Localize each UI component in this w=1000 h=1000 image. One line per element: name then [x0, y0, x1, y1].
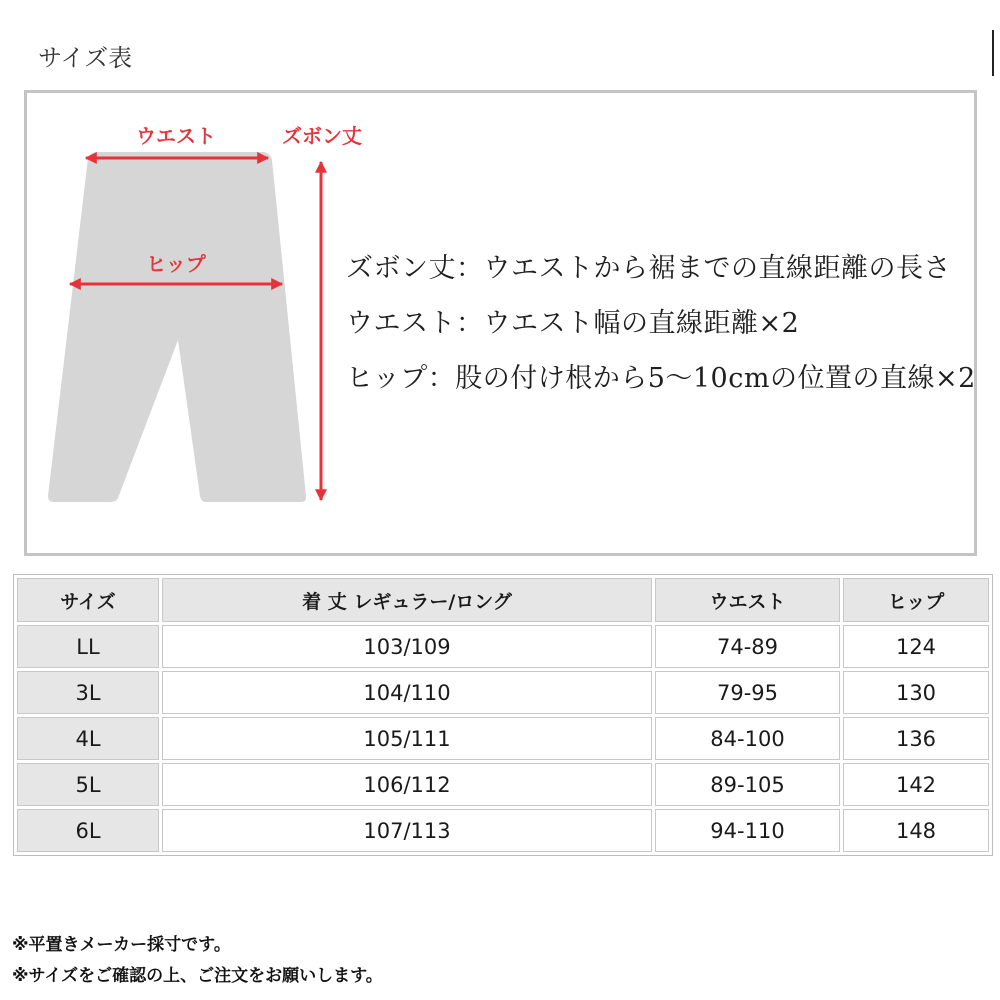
table-row [17, 809, 989, 852]
label-length: ズボン丈 [282, 124, 362, 148]
cell-hip: 136 [843, 717, 989, 760]
cell-length: 103/109 [162, 625, 652, 668]
table-header-row [17, 578, 989, 622]
table-row [17, 671, 989, 714]
header-size: サイズ [17, 578, 159, 622]
cell-hip: 142 [843, 763, 989, 806]
cell-length: 104/110 [162, 671, 652, 714]
table-row [17, 763, 989, 806]
pants-silhouette [48, 152, 306, 502]
header-hip: ヒップ [843, 578, 989, 622]
cell-hip: 124 [843, 625, 989, 668]
cell-size: LL [17, 625, 159, 668]
cell-size: 6L [17, 809, 159, 852]
cell-length: 107/113 [162, 809, 652, 852]
cell-hip: 130 [843, 671, 989, 714]
note-confirm: ※サイズをご確認の上、ご注文をお願いします。 [12, 966, 383, 986]
cell-waist: 84-100 [655, 717, 840, 760]
cell-length: 106/112 [162, 763, 652, 806]
cell-length: 105/111 [162, 717, 652, 760]
table-row [17, 717, 989, 760]
header-waist: ウエスト [655, 578, 840, 622]
cell-waist: 94-110 [655, 809, 840, 852]
cell-size: 4L [17, 717, 159, 760]
description-hip: ヒップ：股の付け根から5～10cmの位置の直線×2 [346, 363, 976, 394]
table-row [17, 625, 989, 668]
note-measurement: ※平置きメーカー採寸です。 [12, 935, 231, 955]
cell-size: 5L [17, 763, 159, 806]
cell-waist: 79-95 [655, 671, 840, 714]
cell-waist: 74-89 [655, 625, 840, 668]
description-length: ズボン丈：ウエストから裾までの直線距離の長さ [346, 253, 951, 284]
header-length: 着 丈 レギュラー/ロング [162, 578, 652, 622]
cell-size: 3L [17, 671, 159, 714]
size-table [13, 574, 993, 856]
cell-waist: 89-105 [655, 763, 840, 806]
cell-hip: 148 [843, 809, 989, 852]
label-hip: ヒップ [146, 252, 206, 276]
page-title: サイズ表 [38, 44, 133, 72]
label-waist: ウエスト [136, 124, 216, 148]
description-waist: ウエスト：ウエスト幅の直線距離×2 [346, 308, 800, 339]
